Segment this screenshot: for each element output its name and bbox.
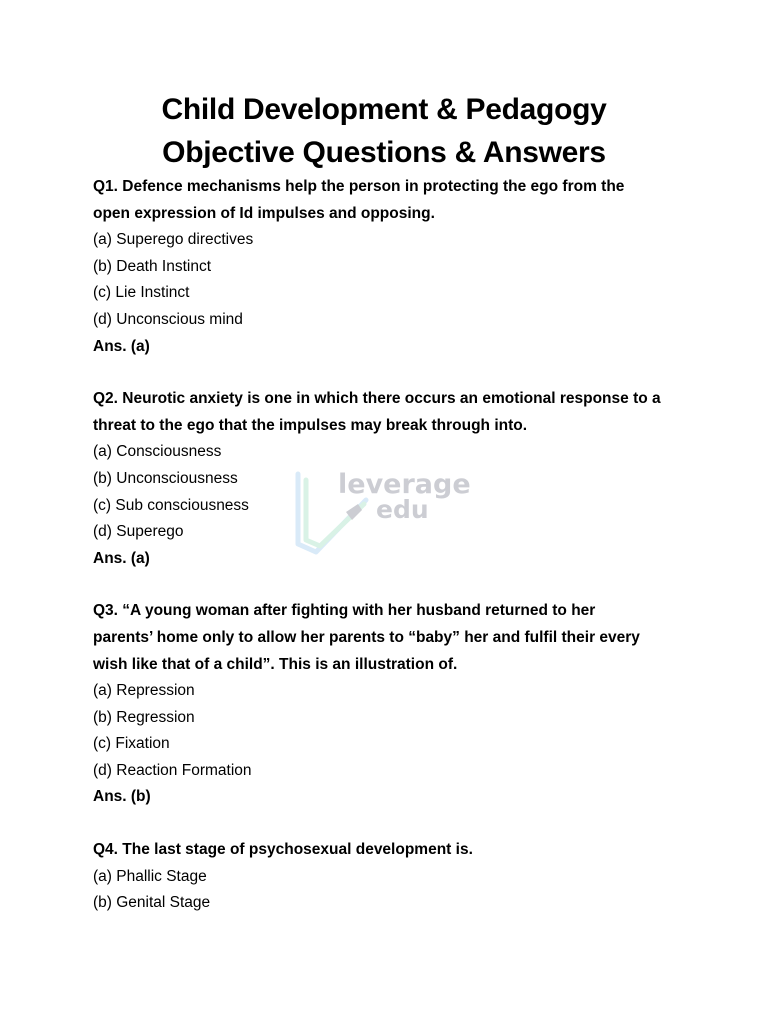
option-item: (b) Unconsciousness	[93, 469, 238, 487]
option-item: (c) Sub consciousness	[93, 496, 249, 514]
option-item: (a) Repression	[93, 682, 195, 700]
option-item: (d) Unconscious mind	[93, 310, 243, 328]
spacer	[93, 572, 683, 598]
title-line-1: Child Development & Pedagogy	[161, 93, 607, 126]
question-text-line: open expression of Id impulses and opposing.	[93, 204, 435, 222]
question-block-4	[93, 837, 683, 917]
question-block-3	[93, 598, 683, 811]
question-text-line: Q3. “A young woman after fighting with her husband returned to her	[93, 602, 596, 620]
question-text-line: wish like that of a child”. This is an illustration of.	[93, 655, 458, 673]
question-text-line: Q2. Neurotic anxiety is one in which there occurs an emotional response to a	[93, 390, 661, 408]
question-text-line: Q4. The last stage of psychosexual development is.	[93, 841, 473, 859]
option-item: (c) Fixation	[93, 735, 170, 753]
option-item: (c) Lie Instinct	[93, 284, 190, 302]
option-item: (d) Superego	[93, 523, 184, 541]
option-item: (d) Reaction Formation	[93, 761, 252, 779]
answer-label: Ans. (a)	[93, 549, 150, 567]
question-text-line: threat to the ego that the impulses may break through into.	[93, 416, 528, 434]
title-line-2: Objective Questions & Answers	[162, 136, 606, 169]
option-item: (a) Superego directives	[93, 231, 254, 249]
question-block-1	[93, 174, 683, 360]
question-block-2	[93, 386, 683, 572]
questions-list	[93, 174, 683, 917]
spacer	[93, 811, 683, 837]
spacer	[93, 360, 683, 386]
question-text-line: parents’ home only to allow her parents to “baby” her and fulfil their every	[93, 628, 640, 646]
option-item: (a) Phallic Stage	[93, 867, 207, 885]
option-item: (b) Death Instinct	[93, 257, 212, 275]
option-item: (b) Genital Stage	[93, 894, 211, 912]
watermark-line-2: edu	[376, 495, 429, 524]
answer-label: Ans. (b)	[93, 788, 151, 806]
option-item: (b) Regression	[93, 708, 195, 726]
page-title	[0, 88, 768, 174]
option-item: (a) Consciousness	[93, 443, 222, 461]
watermark-line-1: leverage	[338, 469, 471, 500]
question-text-line: Q1. Defence mechanisms help the person in protecting the ego from the	[93, 178, 625, 195]
answer-label: Ans. (a)	[93, 337, 150, 355]
